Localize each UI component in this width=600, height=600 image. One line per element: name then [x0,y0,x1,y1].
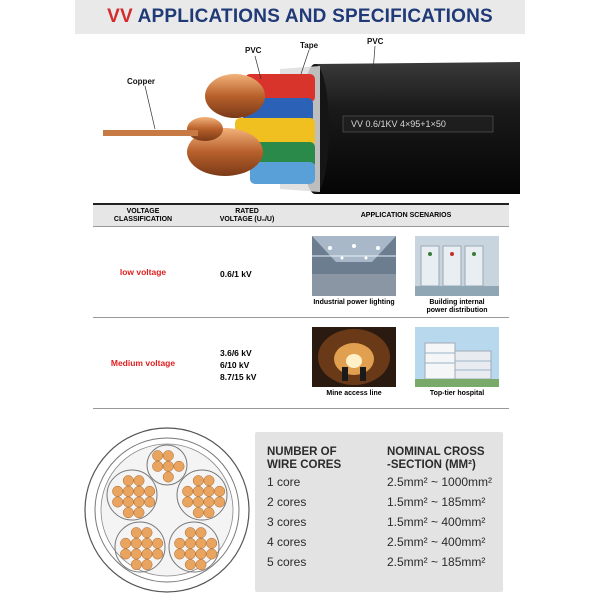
head-wire-cores [267,446,341,472]
head-cross-section-line2: -SECTION (MM²) [387,459,476,471]
copper-strand [152,461,162,471]
copper-strand [193,507,203,517]
rated-voltage [220,347,256,383]
core-count: 2 cores [267,495,307,509]
cable-illustration [75,34,525,204]
scenario-caption: Top-tier hospital [429,390,485,397]
copper-strand [204,486,214,496]
copper-strand [185,527,195,537]
core-range: 2.5mm² ~ 400mm² [387,535,486,549]
core-row [255,515,503,535]
header-rated-voltage [197,208,297,224]
copper-strand [142,549,152,559]
core-row [255,475,503,495]
copper-strand [193,486,203,496]
rated-voltage-value: 0.6/1 kV [220,269,252,279]
scenario-hospital [415,327,499,398]
copper-strand [196,559,206,569]
industrial-lighting-photo [312,236,396,296]
copper-strand [134,486,144,496]
copper-strand [144,486,154,496]
callout-pvc-outer: PVC [367,37,384,46]
head-cross-section [387,446,485,472]
copper-strand [182,486,192,496]
copper-strand [131,559,141,569]
copper-strand [112,486,122,496]
copper-strand [174,538,184,548]
scenario-caption-line1: Building internal [429,299,485,306]
copper-strand [214,497,224,507]
copper-strand [120,549,130,559]
core-row [255,495,503,515]
copper-strand [206,549,216,559]
scenario-building-distribution [415,236,499,315]
core-row [255,535,503,555]
copper-strand [214,486,224,496]
copper-strand [142,559,152,569]
scenario-mine-access [312,327,396,398]
copper-strand [206,538,216,548]
copper-strand [204,475,214,485]
copper-strand [174,461,184,471]
copper-strand [134,475,144,485]
table-header [93,203,509,227]
core-range: 1.5mm² ~ 185mm² [387,495,486,509]
copper-strand [131,527,141,537]
copper-wire-tip [103,130,198,136]
head-cross-section-line1: NOMINAL CROSS [387,446,485,458]
title-main: APPLICATIONS AND SPECIFICATIONS [137,6,493,27]
core-row [255,555,503,575]
copper-strand [152,538,162,548]
copper-bundle-3 [187,117,223,141]
copper-strand [185,538,195,548]
title-accent: VV [107,6,133,27]
copper-strand [163,472,173,482]
header-rated-line1: RATED [235,208,259,215]
table-row [93,318,509,409]
header-classification [93,208,193,224]
copper-strand [131,538,141,548]
rated-voltage-value: 6/10 kV [220,360,250,370]
scenario-caption: Industrial power lighting [313,299,395,306]
header-scenarios: APPLICATION SCENARIOS [360,212,452,219]
page-title [107,6,493,28]
copper-strand [131,549,141,559]
header-rated-line2: VOLTAGE (U₀/U) [219,216,275,223]
copper-strand [204,497,214,507]
core-count: 3 cores [267,515,307,529]
copper-strand [112,497,122,507]
copper-strand [174,549,184,559]
copper-strand [144,497,154,507]
rated-voltage-value: 8.7/15 kV [220,372,257,382]
copper-strand [196,549,206,559]
scenario-caption [415,299,499,315]
head-wire-cores-line2: WIRE CORES [267,459,342,471]
core-range: 1.5mm² ~ 400mm² [387,515,486,529]
core-count: 5 cores [267,555,307,569]
cable-print-marking: VV 0.6/1KV 4×95+1×50 [351,119,446,129]
copper-strand [142,527,152,537]
scenario-industrial-lighting [312,236,396,307]
copper-strand [120,538,130,548]
core-count: 1 core [267,475,301,489]
copper-strand [123,507,133,517]
header-classification-line1: VOLTAGE [126,208,160,215]
hospital-photo [415,327,499,387]
copper-strand [134,507,144,517]
copper-strand [152,549,162,559]
copper-strand [196,538,206,548]
scenario-caption: Mine access line [326,390,382,397]
copper-strand [123,486,133,496]
cable-cross-section [82,425,252,595]
cable-photo [75,34,525,204]
copper-strand [193,497,203,507]
copper-strand [185,549,195,559]
core-range: 2.5mm² ~ 185mm² [387,555,486,569]
voltage-classification: Medium voltage [110,358,176,368]
copper-strand [163,450,173,460]
copper-strand [204,507,214,517]
copper-strand [196,527,206,537]
table-row [93,227,509,318]
copper-strand [123,497,133,507]
core-count: 4 cores [267,535,307,549]
copper-strand [185,559,195,569]
core-spec-panel [255,432,503,592]
cross-section-diagram [82,425,252,595]
callout-tape: Tape [300,41,319,50]
voltage-classification: low voltage [119,267,167,277]
copper-strand [193,475,203,485]
copper-strand [142,538,152,548]
scenario-caption-line2: power distribution [426,307,488,314]
copper-strand [152,450,162,460]
callout-copper: Copper [127,77,155,86]
head-wire-cores-line1: NUMBER OF [267,446,337,458]
copper-strand [163,461,173,471]
building-distribution-photo [415,236,499,296]
application-table [93,203,509,409]
rated-voltage [220,268,252,280]
copper-strand [134,497,144,507]
rated-voltage-value: 3.6/6 kV [220,348,252,358]
copper-strand [123,475,133,485]
mine-access-photo [312,327,396,387]
core-range: 2.5mm² ~ 1000mm² [387,475,493,489]
copper-strand [182,497,192,507]
callout-pvc-inner: PVC [245,46,262,55]
core-lightblue [250,162,315,184]
title-bar [75,0,525,34]
copper-bundle-1 [205,74,265,118]
header-classification-line2: CLASSIFICATION [113,216,173,223]
